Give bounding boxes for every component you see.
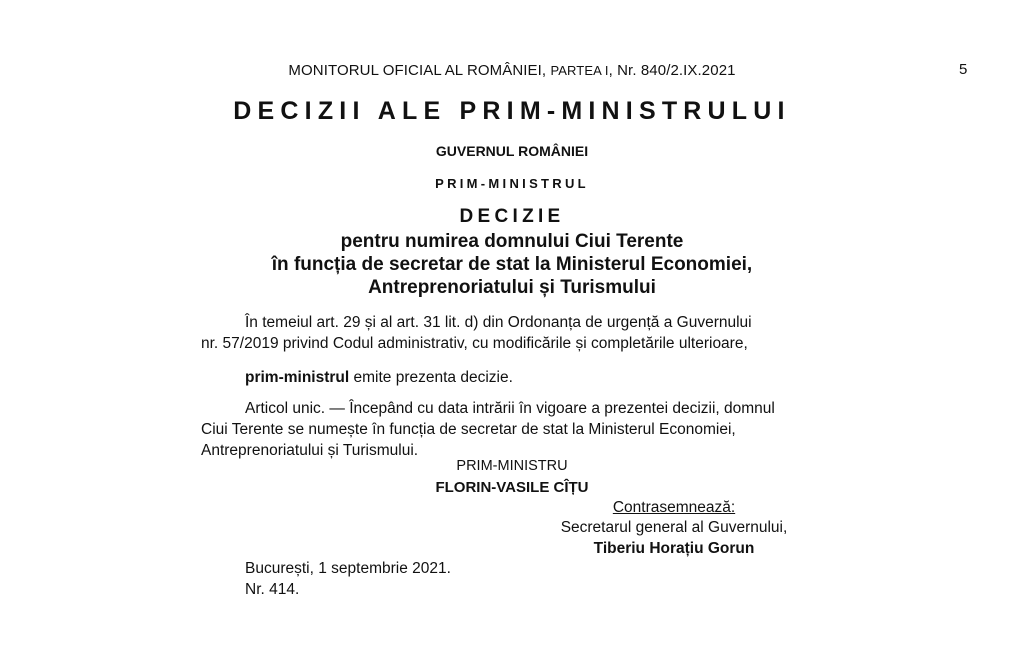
gazette-header-issue: , Nr. 840/2.IX.2021: [608, 62, 736, 79]
gazette-header-name: MONITORUL OFICIAL AL ROMÂNIEI,: [288, 62, 551, 79]
decision-subject-line: pentru numirea domnului Ciui Terente: [340, 231, 684, 252]
countersignature-label: Contrasemnează:: [612, 499, 736, 516]
decision-title: DECIZIE: [459, 206, 565, 227]
signatory-role: PRIM-MINISTRU: [456, 458, 568, 474]
government-label: GUVERNUL ROMÂNIEI: [435, 143, 589, 159]
article-line: Antreprenoriatului și Turismului.: [201, 442, 419, 459]
section-heading: DECIZII ALE PRIM-MINISTRULUI: [233, 97, 791, 125]
place-date: București, 1 septembrie 2021.: [245, 560, 451, 577]
decision-subject-line: în funcția de secretar de stat la Ministerul Economiei,: [271, 254, 753, 275]
decision-subject-line: Antreprenoriatului și Turismului: [368, 277, 656, 298]
gazette-header-part: PARTEA I: [550, 63, 609, 78]
countersignature-name: Tiberiu Horațiu Gorun: [593, 540, 755, 557]
signatory-name: FLORIN-VASILE CÎȚU: [435, 479, 589, 496]
prime-minister-office: PRIM-MINISTRUL: [435, 176, 589, 191]
legal-basis-line: nr. 57/2019 privind Codul administrativ, cu modificările și completările ulterioare,: [201, 335, 748, 352]
article-line: Articol unic. — Începând cu data intrării în vigoare a prezentei decizii, domnul: [245, 400, 775, 417]
article-line: Ciui Terente se numește în funcția de secretar de stat la Ministerul Economiei,: [201, 421, 736, 438]
issuing-text: emite prezenta decizie.: [349, 369, 513, 386]
page-number: 5: [959, 61, 968, 78]
legal-basis-line: În temeiul art. 29 și al art. 31 lit. d) din Ordonanța de urgență a Guvernului: [245, 314, 752, 331]
countersignature-role: Secretarul general al Guvernului,: [560, 519, 788, 536]
gazette-header: [0, 62, 1024, 79]
issuing-statement: [245, 369, 513, 387]
issuing-authority: prim-ministrul: [245, 369, 350, 386]
decision-number: Nr. 414.: [245, 581, 300, 598]
